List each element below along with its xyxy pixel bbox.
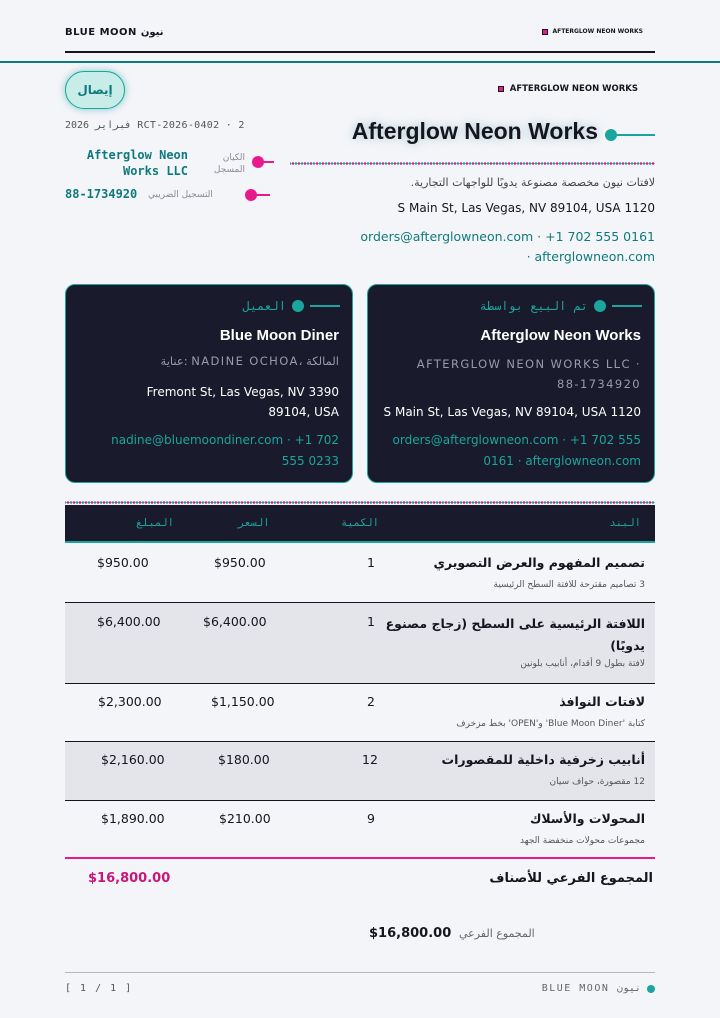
row-price: $950.00 [214,555,266,570]
issuer-description: لافتات نيون مخصصة مصنوعة يدويًا للواجهات التجارية. [410,176,655,189]
table-row [65,742,655,801]
registered-entity-label: الكيان المسجل [213,153,245,175]
client-card [65,284,353,483]
row-qty: 2 [367,694,375,709]
row-price: $6,400.00 [203,614,267,629]
header-issuer-tag-text: AFTERGLOW NEON WORKS [552,28,643,35]
client-sub: عناية: NADINE OCHOA، المالكة [160,354,339,368]
table-header [65,505,655,543]
teal-connector [612,305,642,307]
row-title: تصميم المفهوم والعرض التصويري [433,555,645,570]
row-subtitle: لافتة بطول 9 أقدام، أنابيب بلونين [520,659,645,669]
teal-connector [310,305,340,307]
square-icon [542,29,548,35]
row-subtitle: 12 مقصورة، حواف سيان [549,777,645,787]
header-item: البند [609,517,641,529]
header-brand: BLUE MOON نيون [65,27,164,38]
tax-id-label: التسجيل الضريبي [148,190,213,200]
row-subtitle: 3 تصاميم مقترحة للافتة السطح الرئيسية [493,580,645,590]
footer-brand [542,983,655,994]
teal-dot-icon [647,985,655,993]
seller-card [367,284,655,483]
row-subtitle: مجموعات محولات منخفضة الجهد [520,836,645,846]
client-contact: nadine@bluemoondiner.com · +1 702 555 0233 [111,433,339,468]
row-price: $180.00 [218,752,270,767]
items-subtotal-label: المجموع الفرعي للأصناف [489,871,653,886]
document-meta: 2026 فبراير RCT-2026-0402 · 2 [65,120,245,131]
row-qty: 1 [367,555,375,570]
seller-sub: AFTERGLOW NEON WORKS LLC · 88-1734920 [416,357,641,391]
seller-contact: orders@afterglowneon.com · +1 702 555 0161 · afterglowneon.com [392,433,641,468]
issuer-contact: orders@afterglowneon.com · +1 702 555 0161 · afterglowneon.com [360,229,655,264]
issuer-tag [498,84,638,94]
issuer-tag-text: AFTERGLOW NEON WORKS [509,84,638,94]
dotted-divider [290,161,655,166]
teal-dot-icon [292,300,304,312]
row-qty: 1 [367,614,375,629]
subtotal-value: $16,800.00 [369,926,452,941]
footer-brand-text: BLUE MOON نيون [541,983,641,994]
teal-dot-icon [605,129,617,141]
row-amount: $2,160.00 [101,752,165,767]
row-amount: $2,300.00 [98,694,162,709]
subtotal-divider [65,857,655,859]
tax-id-value: 88-1734920 [65,187,138,201]
document-type-badge: إيصال [65,71,125,109]
header-qty: الكمية [341,517,379,529]
teal-connector [617,134,655,136]
row-subtitle: كتابة 'Blue Moon Diner' و'OPEN' بخط مزخرف [456,719,645,729]
table-row [65,603,655,684]
header-price: السعر [238,517,270,529]
seller-card-label: تم البيع بواسطة [479,299,588,313]
items-subtotal-value: $16,800.00 [88,871,171,886]
pink-connector [262,161,274,163]
seller-address: S Main St, Las Vegas, NV 89104, USA 1120 [383,405,641,419]
row-price: $1,150.00 [211,694,275,709]
issuer-address: S Main St, Las Vegas, NV 89104, USA 1120 [397,201,655,215]
client-address: Fremont St, Las Vegas, NV 3390 89104, USA [146,385,339,419]
row-title: اللافتة الرئيسية على السطح (زجاج مصنوع يدويًا) [385,616,645,653]
row-amount: $6,400.00 [97,614,161,629]
row-qty: 9 [367,811,375,826]
row-title: المحولات والأسلاك [529,811,645,826]
row-title: أنابيب زخرفية داخلية للمقصورات [441,752,645,767]
seller-name: Afterglow Neon Works [480,327,641,344]
table-row [65,543,655,603]
header-issuer-tag [542,28,643,35]
page-indicator: [ 1 / 1 ] [65,983,133,994]
row-qty: 12 [362,752,378,767]
footer-rule [65,972,655,973]
square-icon [498,86,504,92]
teal-dot-icon [594,300,606,312]
accent-rule [0,61,720,63]
client-card-label: العميل [242,299,286,313]
issuer-name: Afterglow Neon Works [351,118,598,144]
header-rule [65,51,655,53]
header-amount: المبلغ [136,517,174,529]
client-card-header [243,299,340,313]
pink-connector [255,194,270,196]
subtotal-label: المجموع الفرعي [459,927,535,940]
row-amount: $1,890.00 [101,811,165,826]
row-price: $210.00 [219,811,271,826]
row-title: لافتات النوافذ [559,694,645,709]
row-amount: $950.00 [97,555,149,570]
table-row [65,801,655,857]
seller-card-header [480,299,642,313]
registered-entity-value: Afterglow Neon Works LLC [86,148,188,178]
client-name: Blue Moon Diner [219,327,339,344]
table-row [65,684,655,742]
